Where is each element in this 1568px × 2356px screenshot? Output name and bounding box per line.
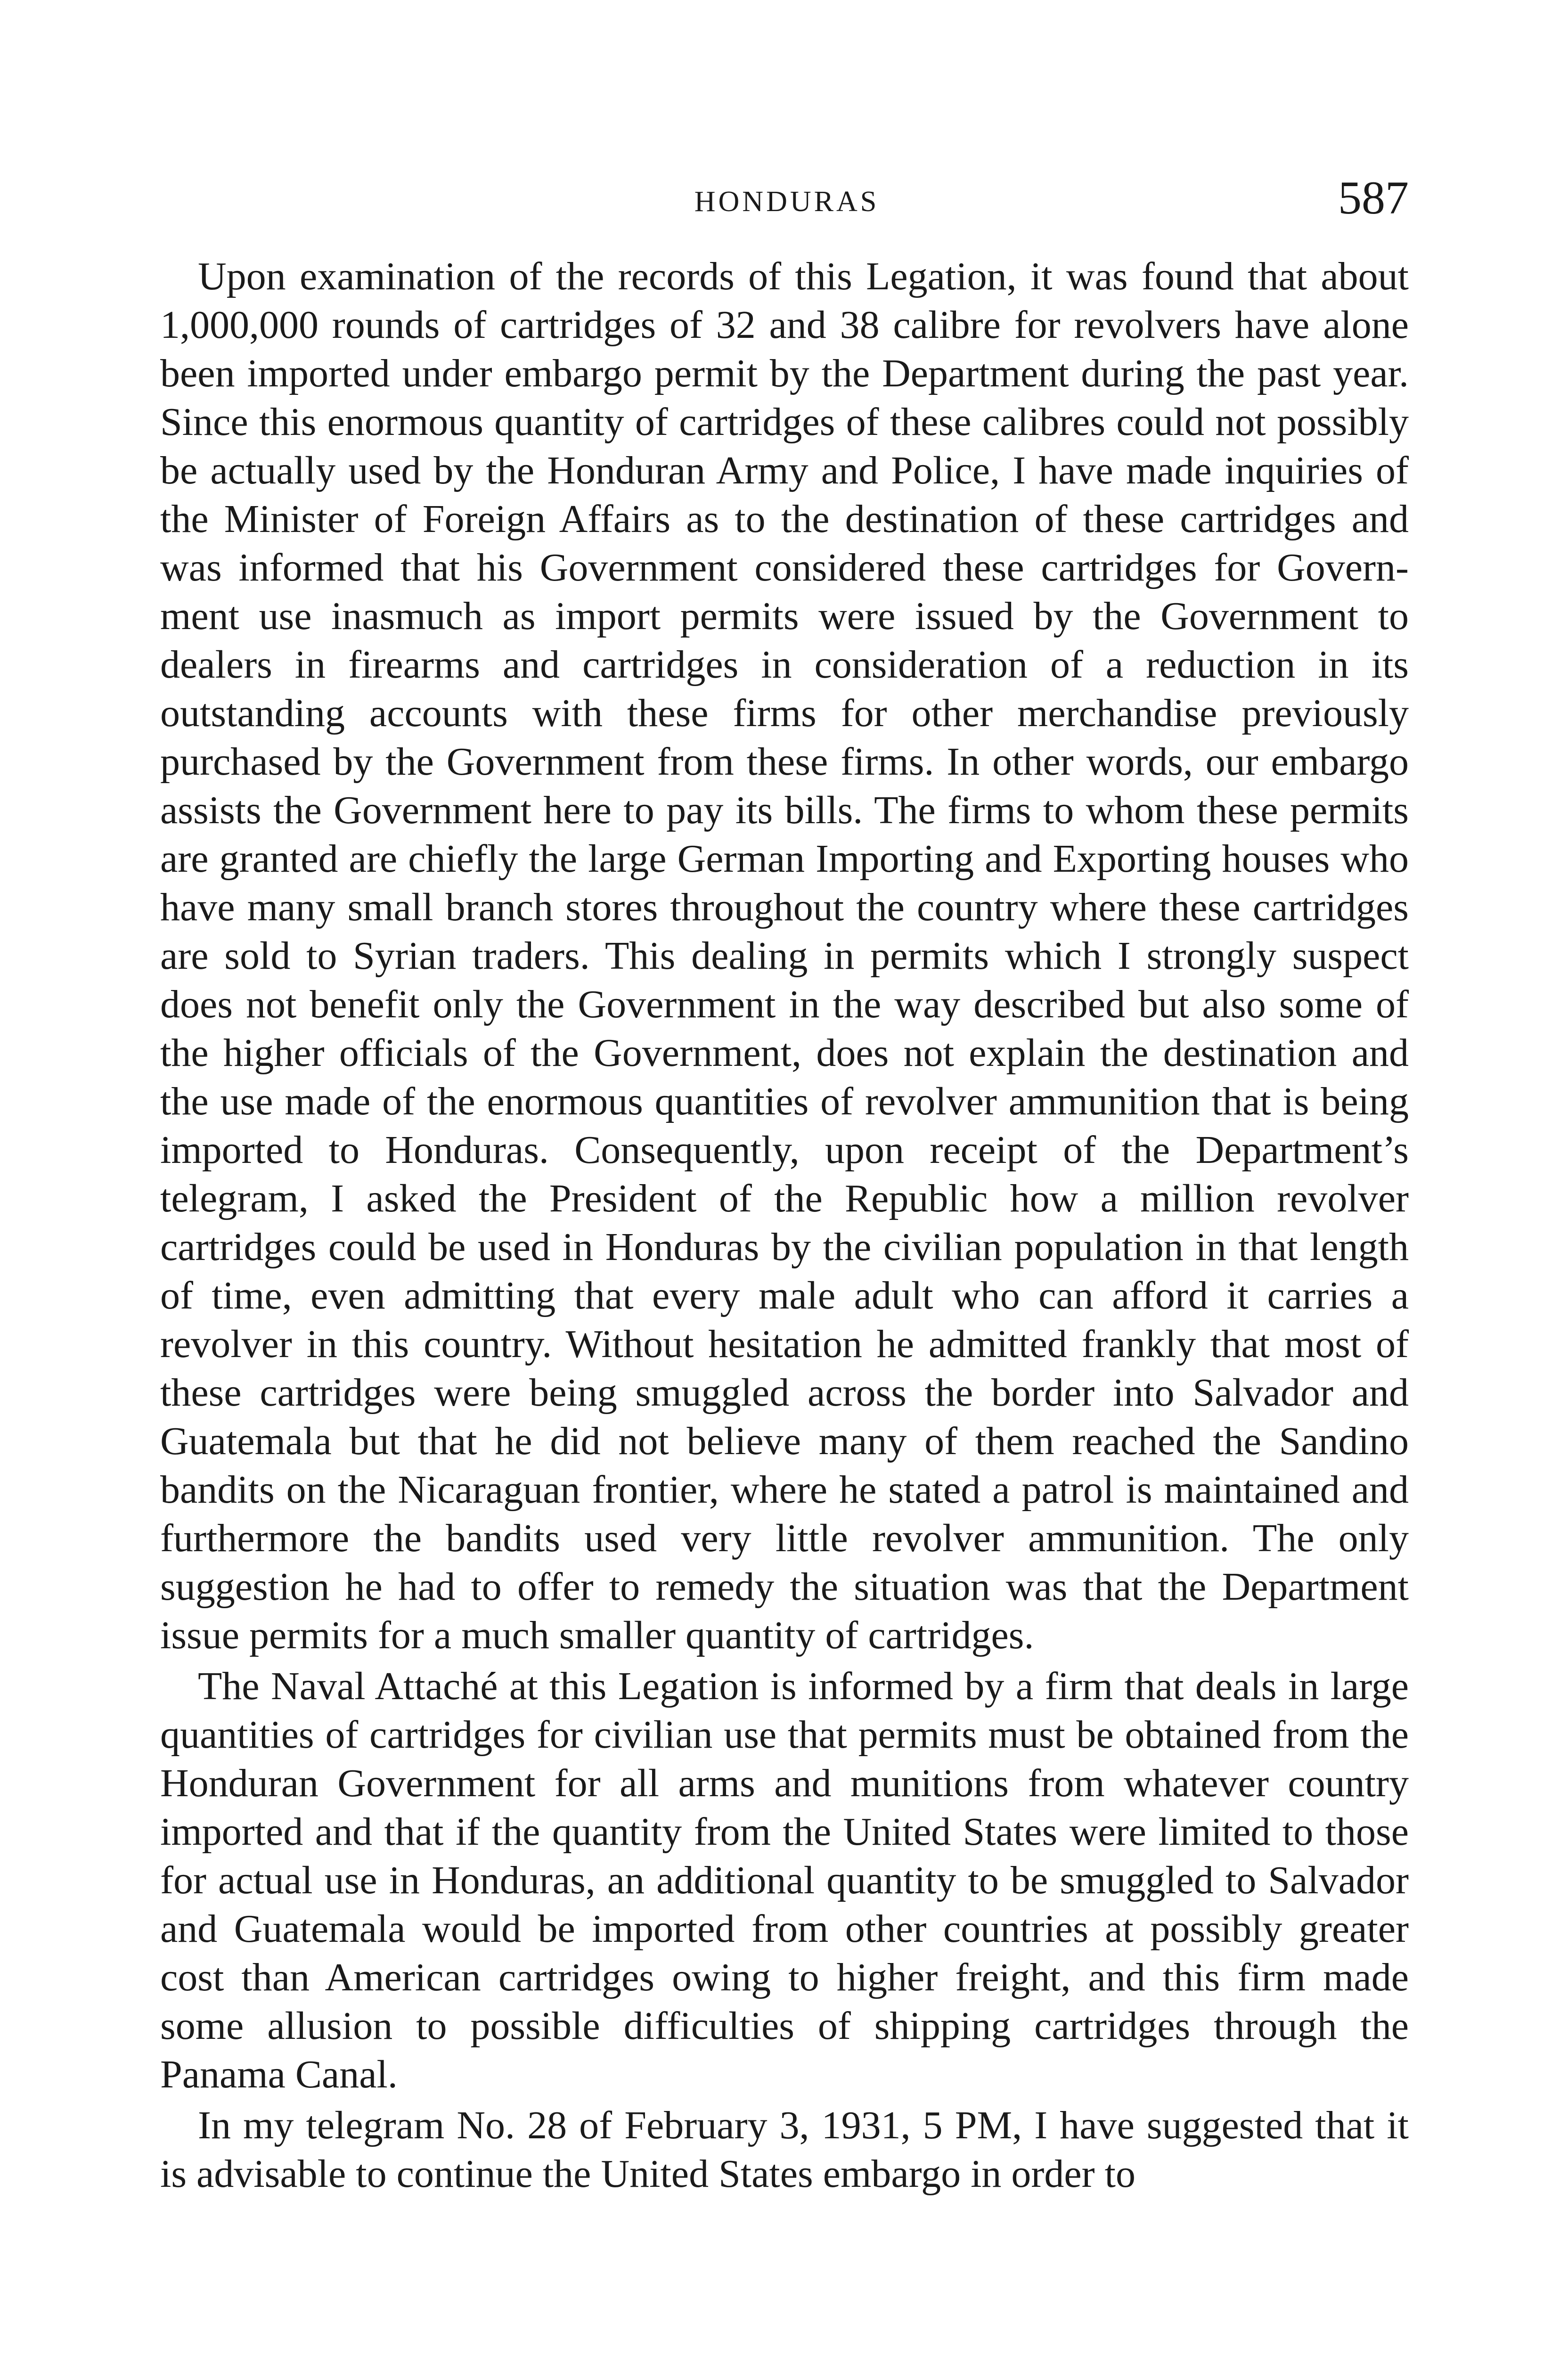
running-head: [165, 170, 1409, 226]
paragraph-telegram: In my telegram No. 28 of February 3, 1931, 5 PM, I have suggested that it is advisable to continue the United States embargo in order to: [160, 2103, 1409, 2196]
page-number: 587: [1338, 172, 1409, 224]
running-head-title: HONDURAS: [694, 186, 880, 218]
body-text: [160, 252, 1409, 2201]
paragraph-naval-attache: The Naval Attaché at this Legation is informed by a firm that deals in large quantities of cartridges for civilian use that permits must be obtained from the Honduran Government for all arms and munitions from whatever country imported and that if the quantity from the United States were limited to those for actual use in Honduras, an additional quantity to be smuggled to Salvador and Guatemala would be imported from other countries at possibly greater cost than American cartridges owing to higher freight, and this firm made some allusion to possible difficulties of shipping cartridges through the Panama Canal.: [160, 1664, 1409, 2096]
paragraph-embargo-permits: Upon examination of the records of this Legation, it was found that about 1,000,000 rounds of cartridges of 32 and 38 calibre for revolvers have alone been imported under embargo permit by the Department during the past year. Since this enormous quantity of cartridges of these calibres could not possibly be actually used by the Honduran Army and Police, I have made inquiries of the Minister of Foreign Affairs as to the destination of these cartridges and was informed that his Government considered these cartridges for Government use inasmuch as import permits were issued by the Government to dealers in firearms and cartridges in consideration of a reduction in its outstanding accounts with these firms for other merchandise previously purchased by the Government from these firms. In other words, our embargo assists the Government here to pay its bills. The firms to whom these permits are granted are chiefly the large German Importing and Exporting houses who have many small branch stores throughout the country where these cartridges are sold to Syrian traders. This dealing in permits which I strongly suspect does not benefit only the Government in the way described but also some of the higher officials of the Government, does not explain the destination and the use made of the enormous quantities of revolver ammunition that is being imported to Honduras. Consequently, upon receipt of the Department’s telegram, I asked the President of the Republic how a million revolver cartridges could be used in Honduras by the civilian population in that length of time, even admitting that every male adult who can afford it carries a revolver in this country. Without hesitation he admitted frankly that most of these cartridges were being smuggled across the border into Salvador and Guatemala but that he did not believe many of them reached the Sandino bandits on the Nicaraguan frontier, where he stated a patrol is maintained and furthermore the bandits used very little revolver ammunition. The only suggestion he had to offer to remedy the situation was that the Department issue permits for a much smaller quantity of cartridges.: [160, 254, 1409, 1657]
